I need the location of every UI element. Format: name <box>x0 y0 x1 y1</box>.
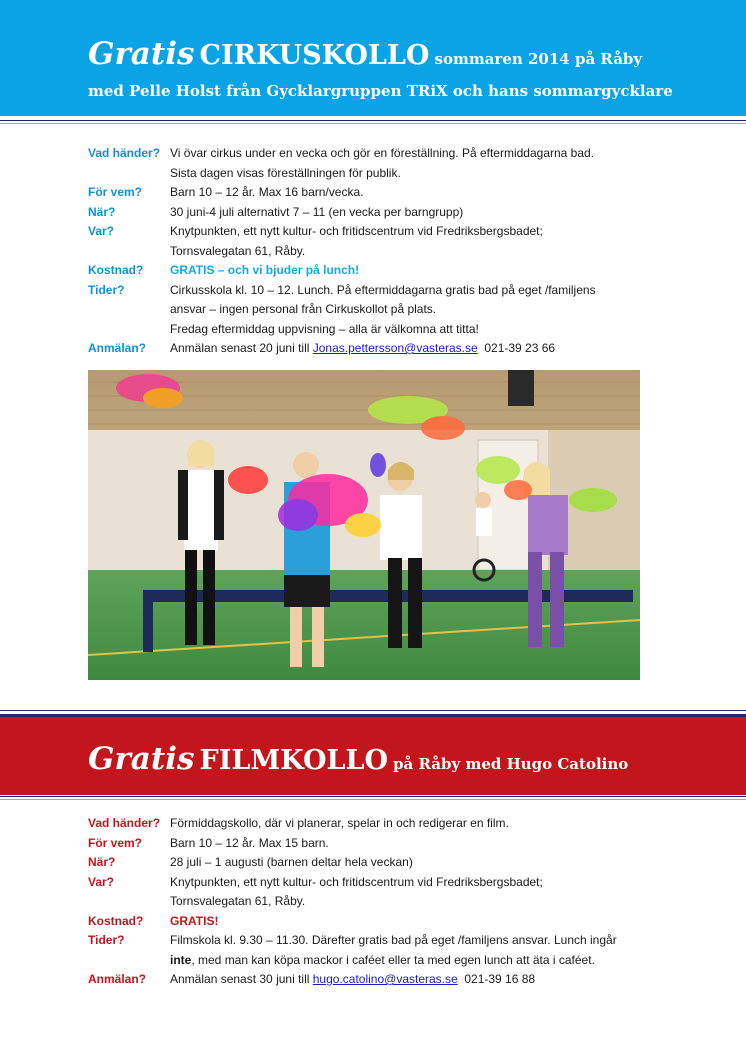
info-label: För vem? <box>88 835 143 850</box>
info-row <box>88 144 660 183</box>
film-banner <box>0 714 746 795</box>
info-label: Vad händer? <box>88 816 161 830</box>
info-row <box>88 222 660 261</box>
film-title <box>88 741 628 777</box>
film-title-suffix: på Råby med Hugo Catolino <box>393 755 629 773</box>
info-row <box>88 814 660 834</box>
film-title-gratis: Gratis <box>88 741 195 777</box>
info-line: ansvar – ingen personal från Cirkuskollot på plats. <box>170 302 437 316</box>
info-row <box>88 873 660 912</box>
info-label: Anmälan? <box>88 341 147 355</box>
info-value: 28 juli – 1 augusti (barnen deltar hela veckan) <box>170 855 413 869</box>
cirkus-title-suffix: sommaren 2014 på Råby <box>434 50 643 68</box>
info-value: GRATIS! <box>170 913 219 928</box>
phone-number: 021-39 23 66 <box>477 341 556 355</box>
signup-text: Anmälan senast 30 juni till <box>170 972 313 986</box>
email-link[interactable]: hugo.catolino@vasteras.se <box>312 972 458 986</box>
info-value: Barn 10 – 12 år. Max 15 barn. <box>170 835 329 850</box>
info-line-rest: , med man kan köpa mackor i caféet eller ta med egen lunch att äta i caféet. <box>191 952 595 967</box>
cirkus-title-gratis: Gratis <box>88 36 195 72</box>
info-row <box>88 339 660 359</box>
info-label: Var? <box>88 224 115 238</box>
info-label: Anmälan? <box>88 972 147 986</box>
email-link[interactable]: Jonas.pettersson@vasteras.se <box>312 341 478 355</box>
info-row <box>88 912 660 932</box>
info-line: Knytpunkten, ett nytt kultur- och fritidscentrum vid Fredriksbergsbadet; <box>170 874 543 889</box>
info-label: Tider? <box>88 933 125 947</box>
info-value <box>170 931 660 970</box>
info-line: Fredag eftermiddag uppvisning – alla är välkomna att titta! <box>170 321 479 336</box>
info-value <box>170 144 660 183</box>
info-line: Filmskola kl. 9.30 – 11.30. Därefter gratis bad på eget /familjens ansvar. Lunch ingår <box>170 933 617 947</box>
divider <box>0 120 746 121</box>
info-value <box>170 970 660 990</box>
info-line: Vi övar cirkus under en vecka och gör en föreställning. På eftermiddagarna bad. <box>170 146 595 160</box>
divider <box>0 123 746 124</box>
info-label: Vad händer? <box>88 146 161 160</box>
info-value <box>170 281 660 340</box>
cirkus-banner <box>0 0 746 116</box>
info-value <box>170 222 660 261</box>
signup-text: Anmälan senast 20 juni till <box>170 341 313 355</box>
info-row <box>88 261 660 281</box>
bold-word: inte <box>170 952 192 967</box>
info-line: Knytpunkten, ett nytt kultur- och fritidscentrum vid Fredriksbergsbadet; <box>170 224 543 238</box>
info-line: Cirkusskola kl. 10 – 12. Lunch. På eftermiddagarna gratis bad på eget /familjens <box>170 282 596 297</box>
info-line: Sista dagen visas föreställningen för publik. <box>170 165 401 180</box>
info-label: Kostnad? <box>88 263 144 277</box>
info-value: 30 juni-4 juli alternativt 7 – 11 (en vecka per barngrupp) <box>170 204 464 219</box>
info-label: Kostnad? <box>88 913 144 928</box>
cirkus-title <box>88 36 642 72</box>
info-label: När? <box>88 204 116 219</box>
info-label: För vem? <box>88 185 143 199</box>
info-row <box>88 281 660 340</box>
info-row <box>88 203 660 223</box>
info-line <box>170 951 660 971</box>
info-value: Förmiddagskollo, där vi planerar, spelar in och redigerar en film. <box>170 816 509 830</box>
info-label: När? <box>88 855 116 869</box>
circus-photo <box>88 370 640 680</box>
divider <box>0 710 746 711</box>
info-row <box>88 970 660 990</box>
info-value: GRATIS – och vi bjuder på lunch! <box>170 263 360 277</box>
info-row <box>88 834 660 854</box>
info-label: Var? <box>88 874 115 889</box>
film-info <box>88 814 660 990</box>
info-line: Tornsvalegatan 61, Råby. <box>170 243 306 258</box>
info-row <box>88 183 660 203</box>
cirkus-title-main: CIRKUSKOLLO <box>199 40 430 71</box>
info-value <box>170 339 660 359</box>
phone-number: 021-39 16 88 <box>457 972 536 986</box>
info-line: Tornsvalegatan 61, Råby. <box>170 894 306 908</box>
info-label: Tider? <box>88 282 125 297</box>
info-row <box>88 853 660 873</box>
cirkus-subtitle: med Pelle Holst från Gycklargruppen TRiX och hans sommargycklare <box>88 82 673 100</box>
info-value: Barn 10 – 12 år. Max 16 barn/vecka. <box>170 185 364 199</box>
cirkus-info <box>88 144 660 359</box>
film-title-main: FILMKOLLO <box>199 745 388 776</box>
divider <box>0 799 746 800</box>
info-value <box>170 873 660 912</box>
divider <box>0 796 746 797</box>
info-row <box>88 931 660 970</box>
